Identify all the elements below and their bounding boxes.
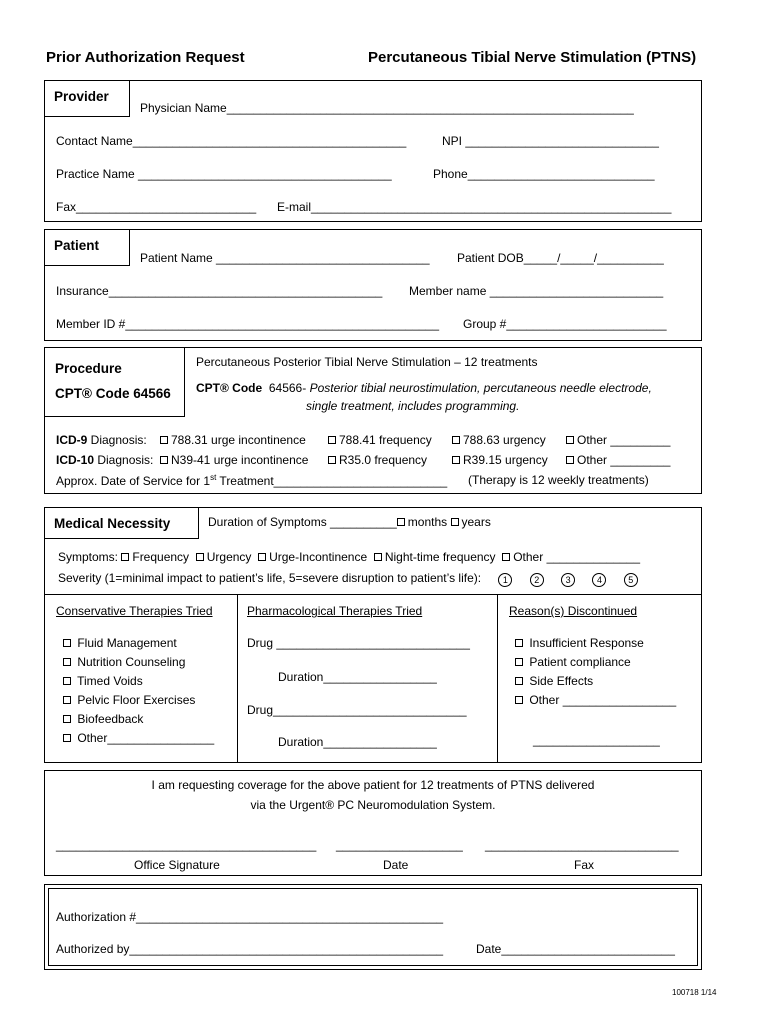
checkbox-icon[interactable] (63, 715, 71, 723)
procedure-tab (44, 347, 185, 417)
therapy-fluid-management[interactable]: Fluid Management (63, 636, 214, 650)
office-signature-label: Office Signature (134, 858, 220, 872)
icd9-row (56, 433, 147, 447)
icd10-row (56, 453, 153, 467)
drug-2-field[interactable]: Drug_____________________________ (247, 703, 467, 717)
checkbox-icon[interactable] (258, 553, 266, 561)
checkbox-icon[interactable] (515, 658, 523, 666)
icd10-diagnosis-label: Diagnosis: (94, 453, 154, 467)
medical-necessity-tab: Medical Necessity (44, 507, 199, 539)
pharmacological-therapies-header: Pharmacological Therapies Tried (247, 604, 423, 618)
request-statement-line2: via the Urgent® PC Neuromodulation System. (250, 798, 496, 812)
checkbox-icon[interactable] (452, 456, 460, 464)
member-id-field[interactable]: Member ID #_______________________________________________ (56, 317, 440, 331)
physician-name-field[interactable]: Physician Name_____________________________________________________________ (140, 101, 634, 115)
symptom-frequency[interactable]: Frequency (121, 550, 189, 564)
symptom-urge-incontinence[interactable]: Urge-Incontinence (258, 550, 367, 564)
icd9-option-1[interactable]: 788.31 urge incontinence (160, 433, 306, 447)
form-title: Prior Authorization Request (46, 49, 245, 66)
severity-option-3[interactable]: 3 (561, 573, 575, 587)
checkbox-icon[interactable] (63, 734, 71, 742)
drug-1-duration-field[interactable]: Duration_________________ (278, 670, 437, 684)
form-code: 100718 1/14 (672, 988, 717, 997)
authorization-number-field[interactable]: Authorization #______________________________________________ (56, 910, 444, 924)
provider-tab: Provider (44, 80, 130, 117)
reason-insufficient-response[interactable]: Insufficient Response (515, 636, 676, 650)
authorized-by-field[interactable]: Authorized by_______________________________________________ (56, 942, 444, 956)
checkbox-icon[interactable] (566, 456, 574, 464)
reason-other[interactable]: Other _________________ (515, 693, 676, 707)
severity-row (58, 571, 638, 587)
icd9-diagnosis-label: Diagnosis: (87, 433, 147, 447)
fax-label: Fax (574, 858, 595, 872)
service-date-field[interactable]: Approx. Date of Service for 1st Treatment__________________________ (56, 473, 448, 488)
cpt-description-line2: single treatment, includes programming. (306, 399, 520, 413)
reason-other-line[interactable]: ___________________ (533, 733, 660, 747)
icd10-option-1[interactable]: N39-41 urge incontinence (160, 453, 308, 467)
icd9-option-2[interactable]: 788.41 frequency (328, 433, 432, 447)
column-divider (497, 594, 498, 763)
patient-tab: Patient (44, 229, 130, 266)
severity-option-4[interactable]: 4 (592, 573, 606, 587)
procedure-label: Procedure (55, 361, 122, 376)
icd10-label: ICD-10 (56, 453, 95, 467)
patient-name-field[interactable]: Patient Name ________________________________ (140, 251, 430, 265)
email-field[interactable]: E-mail______________________________________________________ (277, 200, 672, 214)
patient-dob-field[interactable]: Patient DOB_____/_____/__________ (457, 251, 664, 265)
symptom-urgency[interactable]: Urgency (196, 550, 252, 564)
checkbox-icon[interactable] (515, 639, 523, 647)
symptom-nighttime-frequency[interactable]: Night-time frequency (374, 550, 496, 564)
column-divider (237, 594, 238, 763)
severity-label: Severity (1=minimal impact to patient’s life, 5=severe disruption to patient’s life): (58, 571, 482, 585)
group-field[interactable]: Group #________________________ (463, 317, 667, 331)
reason-side-effects[interactable]: Side Effects (515, 674, 676, 688)
therapy-note: (Therapy is 12 weekly treatments) (468, 473, 649, 487)
checkbox-icon[interactable] (63, 677, 71, 685)
therapy-pelvic-floor[interactable]: Pelvic Floor Exercises (63, 693, 214, 707)
icd10-option-other[interactable]: Other _________ (566, 453, 670, 467)
severity-option-2[interactable]: 2 (530, 573, 544, 587)
checkbox-icon[interactable] (160, 456, 168, 464)
contact-name-field[interactable]: Contact Name_________________________________________ (56, 134, 407, 148)
phone-field[interactable]: Phone____________________________ (433, 167, 655, 181)
therapy-other[interactable]: Other________________ (63, 731, 214, 745)
checkbox-icon[interactable] (63, 658, 71, 666)
checkbox-icon[interactable] (328, 436, 336, 444)
drug-1-field[interactable]: Drug _____________________________ (247, 636, 470, 650)
checkbox-icon[interactable] (515, 677, 523, 685)
npi-field[interactable]: NPI _____________________________ (442, 134, 659, 148)
authorization-date-field[interactable]: Date__________________________ (476, 942, 675, 956)
conservative-therapies-header: Conservative Therapies Tried (56, 604, 213, 618)
office-signature-line[interactable]: _______________________________________ (56, 838, 317, 852)
checkbox-icon[interactable] (121, 553, 129, 561)
checkbox-icon[interactable] (63, 696, 71, 704)
duration-of-symptoms-field[interactable]: Duration of Symptoms __________ months years (208, 515, 491, 529)
checkbox-icon[interactable] (452, 436, 460, 444)
severity-option-1[interactable]: 1 (498, 573, 512, 587)
practice-name-field[interactable]: Practice Name ______________________________________ (56, 167, 392, 181)
cpt-code: 64566- (268, 381, 307, 395)
checkbox-icon[interactable] (397, 518, 405, 526)
therapy-biofeedback[interactable]: Biofeedback (63, 712, 214, 726)
date-line[interactable]: ___________________ (336, 838, 463, 852)
icd9-option-other[interactable]: Other _________ (566, 433, 670, 447)
checkbox-icon[interactable] (328, 456, 336, 464)
reason-patient-compliance[interactable]: Patient compliance (515, 655, 676, 669)
icd9-label: ICD-9 (56, 433, 88, 447)
icd9-option-3[interactable]: 788.63 urgency (452, 433, 546, 447)
cpt-label: CPT® Code (196, 381, 263, 395)
procedure-description: Percutaneous Posterior Tibial Nerve Stimulation – 12 treatments (196, 355, 538, 369)
procedure-title: Percutaneous Tibial Nerve Stimulation (PTNS) (368, 49, 697, 66)
cpt-code-label: CPT® Code 64566 (55, 386, 171, 401)
request-statement-line1: I am requesting coverage for the above patient for 12 treatments of PTNS delivered (151, 778, 595, 792)
checkbox-icon[interactable] (451, 518, 459, 526)
severity-option-5[interactable]: 5 (624, 573, 638, 587)
cpt-code-line (196, 381, 652, 395)
checkbox-icon[interactable] (196, 553, 204, 561)
date-label: Date (383, 858, 409, 872)
conservative-therapies-list (63, 636, 214, 750)
symptom-other[interactable]: Other ______________ (502, 550, 640, 564)
section-divider (44, 594, 702, 595)
therapy-nutrition-counseling[interactable]: Nutrition Counseling (63, 655, 214, 669)
checkbox-icon[interactable] (63, 639, 71, 647)
checkbox-icon[interactable] (515, 696, 523, 704)
symptoms-row (58, 550, 640, 564)
fax-field[interactable]: Fax___________________________ (56, 200, 257, 214)
drug-2-duration-field[interactable]: Duration_________________ (278, 735, 437, 749)
insurance-field[interactable]: Insurance_________________________________________ (56, 284, 383, 298)
symptoms-label: Symptoms: (58, 550, 119, 564)
checkbox-icon[interactable] (160, 436, 168, 444)
icd10-option-2[interactable]: R35.0 frequency (328, 453, 427, 467)
reasons-list (515, 636, 676, 712)
reasons-discontinued-header: Reason(s) Discontinued (509, 604, 638, 618)
member-name-field[interactable]: Member name __________________________ (409, 284, 664, 298)
fax-line[interactable]: _____________________________ (485, 838, 679, 852)
checkbox-icon[interactable] (502, 553, 510, 561)
cpt-description-line1: Posterior tibial neurostimulation, percutaneous needle electrode, (309, 381, 652, 395)
icd10-option-3[interactable]: R39.15 urgency (452, 453, 548, 467)
therapy-timed-voids[interactable]: Timed Voids (63, 674, 214, 688)
checkbox-icon[interactable] (374, 553, 382, 561)
checkbox-icon[interactable] (566, 436, 574, 444)
